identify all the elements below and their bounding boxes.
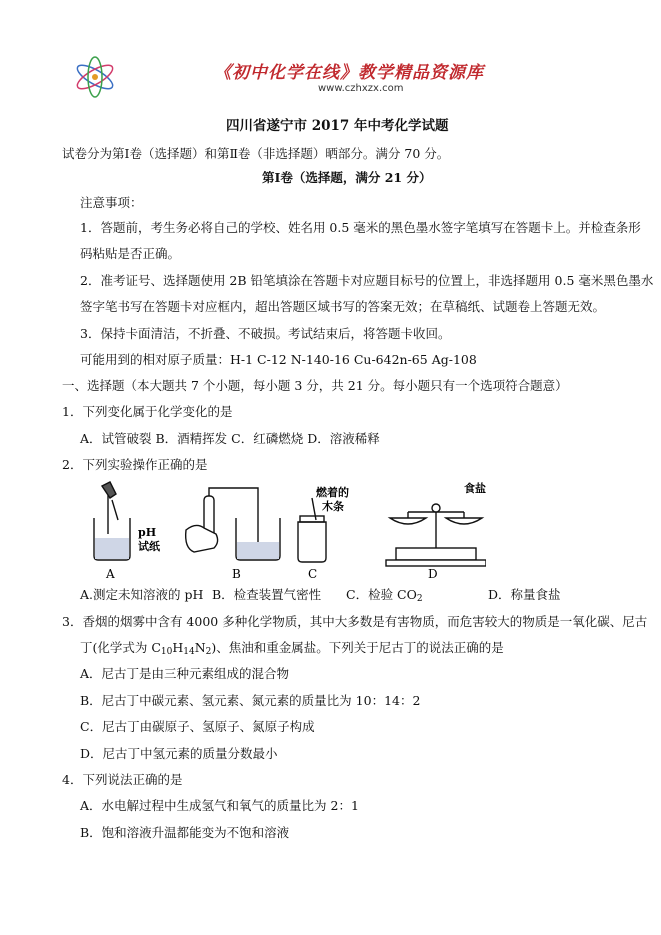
question-2-option-a: A.测定未知溶液的 pH (80, 587, 204, 602)
section-heading: 第Ⅰ卷（选择题，满分 21 分） (262, 170, 432, 185)
burning-label-2: 木条 (322, 500, 344, 513)
question-3-option-d: D．尼古丁中氢元素的质量分数最小 (80, 746, 278, 761)
banner-url: www.czhxzx.com (318, 83, 404, 94)
experiment-figure (86, 478, 486, 584)
fig-label-d: D (428, 567, 438, 581)
question-2-option-c: C．检验 $CO_2$ (346, 587, 423, 604)
salt-label: 食盐 (464, 482, 486, 495)
question-3b: 丁(化学式为 $C_{10}H_{14}N_2$)、焦油和重金属盐。下列关于尼古丁的说法正确的是 (80, 640, 504, 657)
question-2: 2．下列实验操作正确的是 (62, 457, 208, 472)
page-title: 四川省遂宁市 2017 年中考化学试题 (226, 118, 449, 134)
question-4: 4．下列说法正确的是 (62, 772, 183, 787)
question-4-option-a: A．水电解过程中生成氢气和氧气的质量比为 2：1 (80, 798, 359, 813)
question-2-option-b: B．检查装置气密性 (212, 587, 322, 602)
question-4-option-b: B．饱和溶液升温都能变为不饱和溶液 (80, 825, 290, 840)
question-2-option-d: D．称量食盐 (488, 587, 561, 602)
note-2b: 签字笔书写在答题卡对应框内，超出答题区域书写的答案无效；在草稿纸、试题卷上答题无效。 (80, 299, 606, 314)
note-1a: 1．答题前，考生务必将自己的学校、姓名用 0.5 毫米的黑色墨水签字笔填写在答题卡上。并检查条形 (80, 220, 641, 235)
question-1-options: A．试管破裂 B．酒精挥发 C．红磷燃烧 D．溶液稀释 (80, 431, 380, 446)
figure-a-ph-test (94, 482, 130, 560)
note-2a: 2．准考证号、选择题使用 2B 铅笔填涂在答题卡对应题目标号的位置上，非选择题用 0.5 毫米黑色墨水 (80, 273, 654, 288)
header-banner (66, 52, 602, 102)
paper-label: 试纸 (138, 540, 160, 553)
question-1: 1．下列变化属于化学变化的是 (62, 404, 233, 419)
question-3-option-c: C．尼古丁由碳原子、氢原子、氮原子构成 (80, 719, 315, 734)
part1-heading: 一、选择题（本大题共 7 个小题，每小题 3 分，共 21 分。每小题只有一个选项符合题意） (62, 378, 568, 393)
ph-label: pH (138, 526, 157, 539)
burning-label-1: 燃着的 (316, 486, 349, 499)
question-3a: 3．香烟的烟雾中含有 4000 多种化学物质，其中大多数是有害物质，而危害较大的物质是一氧化碳、尼古 (62, 614, 648, 629)
note-3: 3．保持卡面清洁，不折叠、不破损。考试结束后，将答题卡收回。 (80, 326, 451, 341)
intro-text: 试卷分为第Ⅰ卷（选择题）和第Ⅱ卷（非选择题）晒部分。满分 70 分。 (62, 146, 450, 161)
question-3-option-a: A．尼古丁是由三种元素组成的混合物 (80, 666, 290, 681)
banner-title: 《初中化学在线》教学精品资源库 (214, 63, 484, 83)
figure-d-balance (386, 504, 486, 566)
fig-label-b: B (232, 567, 241, 581)
question-3-option-b: B．尼古丁中碳元素、氢元素、氮元素的质量比为 10：14：2 (80, 693, 421, 708)
figure-b-airtight (186, 488, 280, 560)
fig-label-a: A (106, 567, 115, 581)
atomic-masses: 可能用到的相对原子质量：H-1 C-12 N-140-16 Cu-642n-65 Ag-108 (80, 352, 477, 367)
atom-logo-icon (70, 56, 120, 98)
notes-heading: 注意事项： (80, 195, 143, 210)
fig-label-c: C (308, 567, 318, 581)
note-1b: 码粘贴是否正确。 (80, 246, 181, 261)
